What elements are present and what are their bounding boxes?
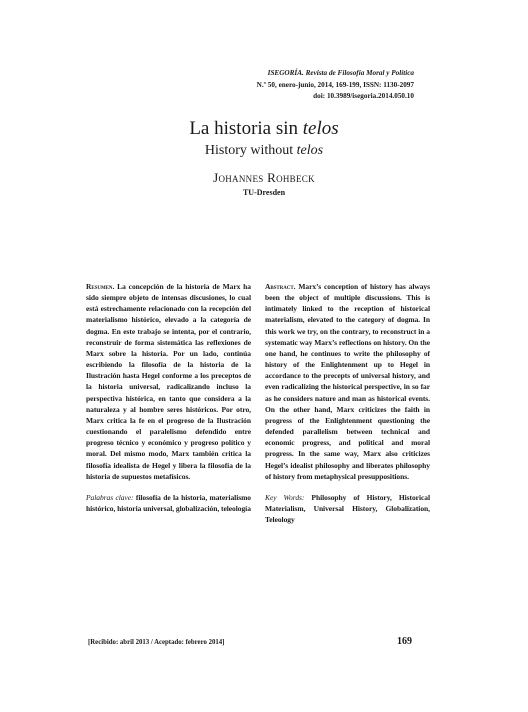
issue-info: N.º 50, enero-junio, 2014, 169-199, ISSN: 1130-2097 xyxy=(256,80,414,89)
resumen-paragraph xyxy=(86,281,251,482)
keywords-label-es: Palabras clave: xyxy=(86,492,134,502)
keywords-text-en: Philosophy of History, Historical Materialism, Universal History, Globalization, Teleology xyxy=(265,492,430,525)
journal-name: ISEGORÍA. Revista de Filosofía Moral y Política xyxy=(267,69,414,77)
keywords-label-en: Key Words: xyxy=(265,492,305,502)
abstract-label: Abstract. xyxy=(265,282,296,291)
abstract-keywords xyxy=(265,492,430,525)
resumen-text: La concepción de la historia de Marx ha sido siempre objeto de intensas discusiones, lo cual está estrechamente relacionado con la recepción del materialismo histórico, elevado a la categoría de dogma. En este trabajo se intenta, por el contrario, reconstruir de forma sistemática las reflexiones de Marx sobre la historia. Por un lado, continúa escribiendo la filosofía de la historia de la Ilustración hasta Hegel conforme a los preceptos de la historia universal, radicalizando incluso la perspectiva histórica, en tanto que considera a la naturaleza y al hombre seres históricos. Por otro, Marx critica la fe en el progreso de la Ilustración cuestionando el paralelismo defendido entre progreso técnico y económico y progreso político y moral. Del mismo modo, Marx también critica la filosofía idealista de Hegel y libera la filosofía de la historia de supuestos metafísicos. xyxy=(86,282,251,481)
doi: doi: 10.3989/isegoria.2014.050.10 xyxy=(313,92,414,100)
resumen-keywords xyxy=(86,492,251,514)
keywords-text-es: filosofía de la historia, materialismo histórico, historia universal, globalización, teleología xyxy=(86,492,251,513)
author-name: Johannes Rohbeck xyxy=(213,170,315,185)
resumen-column xyxy=(86,281,251,514)
article-subtitle-italic: telos xyxy=(296,143,324,158)
article-title xyxy=(0,118,528,140)
submission-dates: [Recibido: abril 2013 / Aceptado: febrero 2014] xyxy=(88,639,225,646)
article-subtitle-main: History without xyxy=(204,143,297,158)
article-subtitle xyxy=(0,141,528,161)
resumen-label: Resumen. xyxy=(86,282,115,291)
article-title-main: La historia sin xyxy=(189,118,303,139)
page-number: 169 xyxy=(397,636,412,647)
author-affiliation: TU-Dresden xyxy=(242,188,286,197)
title-block xyxy=(0,118,528,199)
article-title-italic: telos xyxy=(302,118,339,139)
journal-header xyxy=(257,68,414,103)
abstract-column xyxy=(265,281,430,525)
abstract-text: Marx’s conception of history has always been the object of multiple discussions. This is intimately linked to the reception of historical materialism, elevated to the category of dogma. In this work we try, on the contrary, to reconstruct in a systematic way Marx’s reflections on history. On the one hand, he continues to write the philosophy of history of the Enlightenment up to Hegel in accordance to the precepts of universal history, and even radicalizing the historical perspective, in so far as he considers nature and man as historical events. On the other hand, Marx criticizes the faith in progress of the Enlightenment questioning the defended parallelism between technical and economic progress, and political and moral progress. In the same way, Marx also criticizes Hegel’s idealist philosophy and liberates philosophy of history from metaphysical presuppositions. xyxy=(265,282,430,481)
abstract-paragraph xyxy=(265,281,430,482)
